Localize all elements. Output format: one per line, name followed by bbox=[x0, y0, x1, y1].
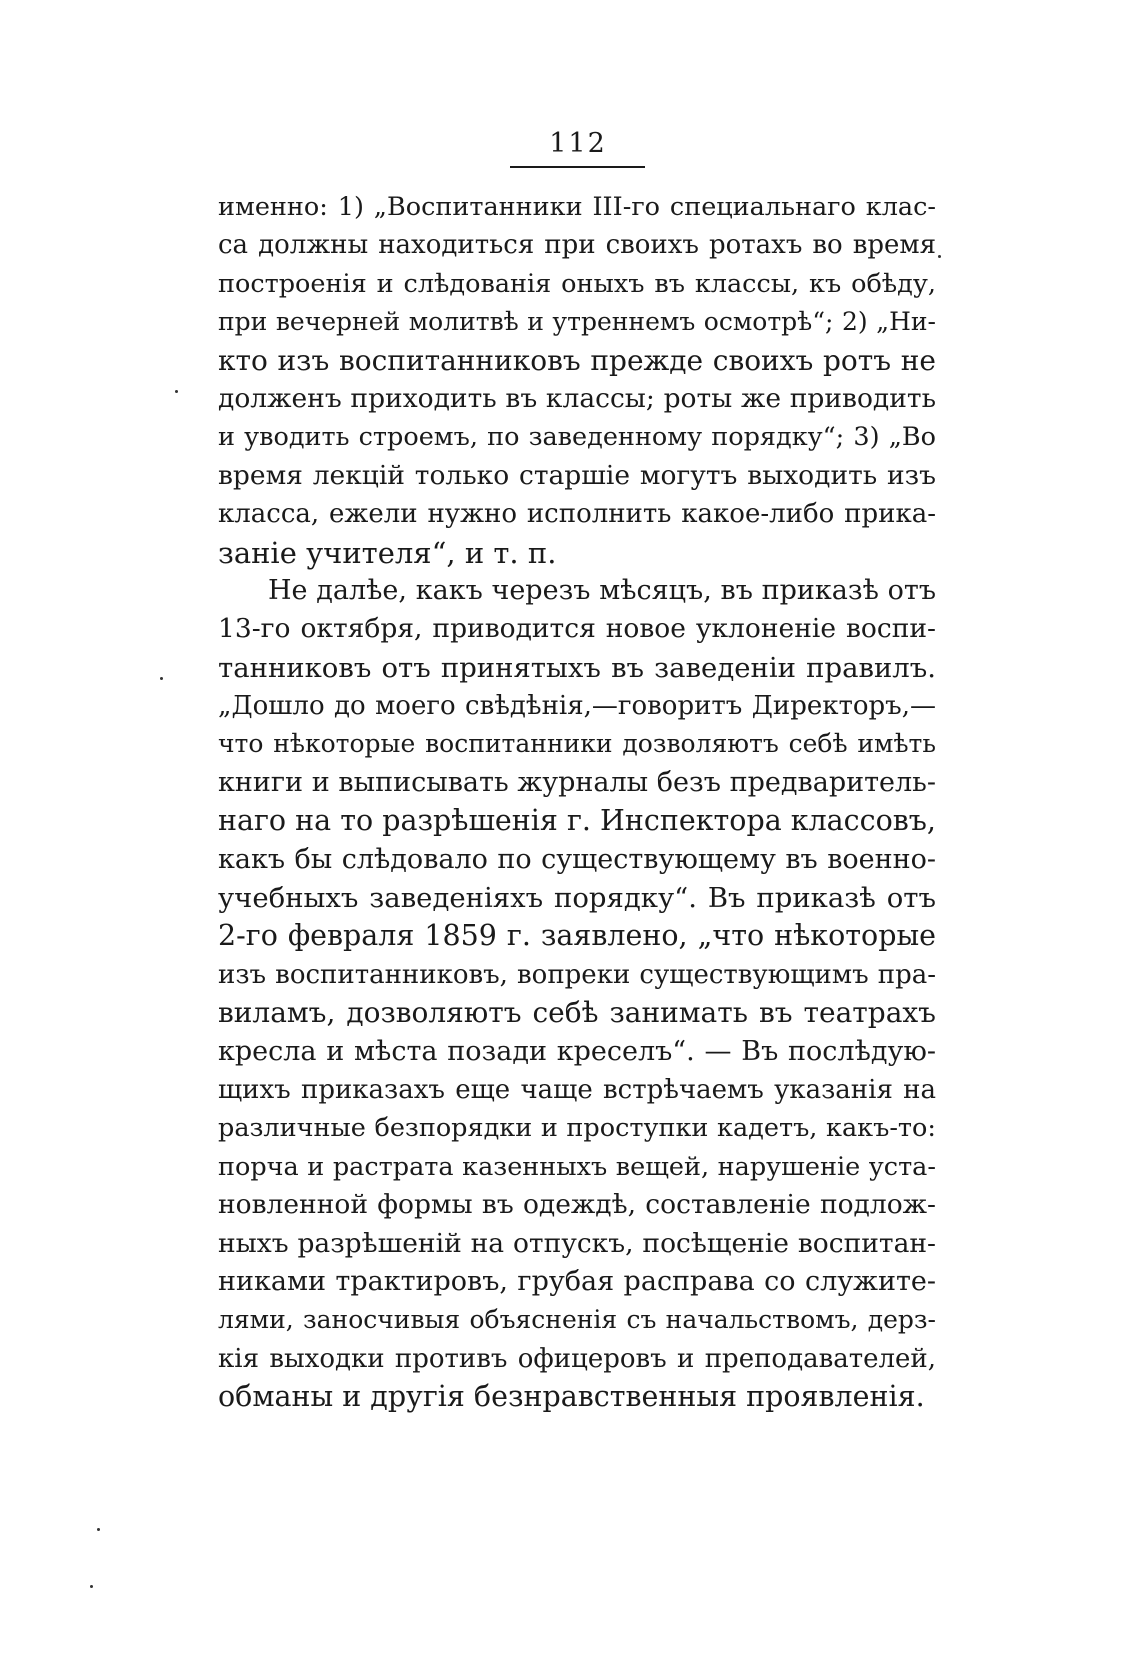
scan-speck bbox=[90, 1585, 93, 1588]
text-line: время лекцій только старшіе могутъ выходить изъ bbox=[218, 459, 936, 491]
text-line: 13-го октября, приводится новое уклоненіе воспи- bbox=[218, 613, 936, 645]
text-line: книги и выписывать журналы безъ предваритель- bbox=[218, 766, 936, 798]
scan-speck bbox=[160, 677, 163, 680]
text-line: изъ воспитанниковъ, вопреки существующимъ пра- bbox=[218, 959, 936, 990]
header-rule bbox=[510, 166, 645, 168]
text-line: лями, заносчивыя объясненія съ начальствомъ, дерз- bbox=[218, 1305, 936, 1335]
text-line: щихъ приказахъ еще чаще встрѣчаемъ указанія на bbox=[218, 1074, 936, 1105]
text-line: что нѣкоторые воспитанники дозволяютъ себѣ имѣть bbox=[218, 729, 936, 759]
text-line: какъ бы слѣдовало по существующему въ военно- bbox=[218, 843, 936, 875]
text-line: долженъ приходить въ классы; роты же приводить bbox=[218, 382, 936, 414]
page-number: 112 bbox=[549, 128, 607, 159]
text-line: наго на то разрѣшенія г. Инспектора классовъ, bbox=[218, 804, 936, 838]
scan-speck bbox=[938, 255, 941, 258]
text-line: новленной формы въ одеждѣ, составленіе подлож- bbox=[218, 1189, 936, 1221]
paragraph-end-line: обманы и другія безнравственныя проявленія. bbox=[218, 1380, 925, 1414]
text-line: учебныхъ заведеніяхъ порядку“. Въ приказѣ отъ bbox=[218, 882, 936, 915]
text-line: кія выходки противъ офицеровъ и преподавателей, bbox=[218, 1343, 936, 1374]
text-line: кресла и мѣста позади креселъ“. — Въ послѣдую- bbox=[218, 1035, 936, 1067]
text-line: порча и растрата казенныхъ вещей, нарушеніе уста- bbox=[218, 1151, 936, 1182]
text-line: построенія и слѣдованія оныхъ въ классы, къ обѣду, bbox=[218, 268, 936, 299]
scan-speck bbox=[175, 390, 178, 393]
text-line: и уводить строемъ, по заведенному порядку“; 3) „Во bbox=[218, 422, 936, 453]
body-text bbox=[218, 188, 936, 1417]
text-line: ныхъ разрѣшеній на отпускъ, посѣщеніе воспитан- bbox=[218, 1227, 936, 1259]
text-line: танниковъ отъ принятыхъ въ заведеніи правилъ. bbox=[218, 651, 936, 684]
paragraph-end-line: заніе учителя“, и т. п. bbox=[218, 535, 557, 570]
text-line: 2-го февраля 1859 г. заявлено, „что нѣкоторые bbox=[218, 919, 936, 953]
text-line: никами трактировъ, грубая расправа со служите- bbox=[218, 1265, 936, 1297]
text-line: различные безпорядки и проступки кадетъ, какъ-то: bbox=[218, 1113, 936, 1144]
text-line: класса, ежели нужно исполнить какое-либо прика- bbox=[218, 499, 936, 530]
text-line: „Дошло до моего свѣдѣнія,—говоритъ Директоръ,— bbox=[218, 691, 936, 722]
text-line: кто изъ воспитанниковъ прежде своихъ ротъ не bbox=[218, 343, 936, 377]
text-line: виламъ, дозволяютъ себѣ занимать въ театрахъ bbox=[218, 996, 936, 1030]
text-line: при вечерней молитвѣ и утреннемъ осмотрѣ“; 2) „Ни- bbox=[218, 307, 936, 337]
scan-speck bbox=[97, 1528, 100, 1531]
text-line: са должны находиться при своихъ ротахъ во время bbox=[218, 230, 936, 261]
paragraph-start-line: Не далѣе, какъ черезъ мѣсяцъ, въ приказѣ отъ bbox=[268, 574, 936, 606]
text-line: именно: 1) „Воспитанники III-го специальнаго клас- bbox=[218, 192, 936, 222]
